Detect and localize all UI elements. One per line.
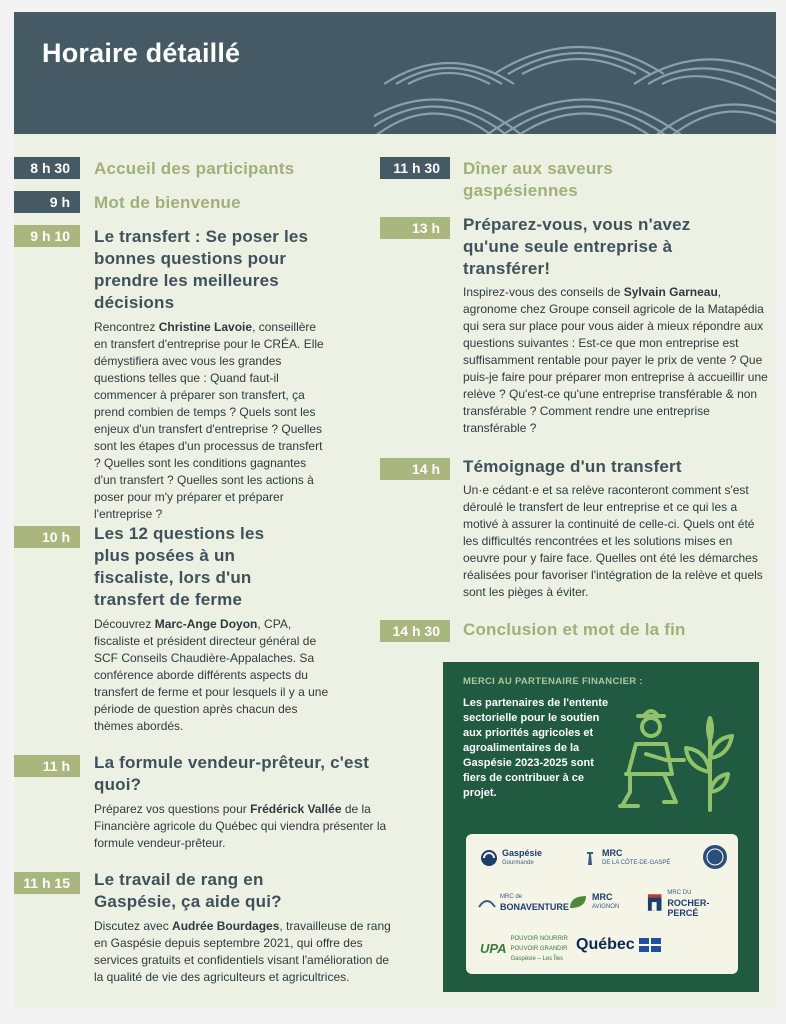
session-title-vendeur-preteur: La formule vendeur-prêteur, c'est quoi? [94, 753, 370, 794]
time-tag-1000: 10 h [14, 526, 80, 548]
time-tag-1130: 11 h 30 [380, 157, 450, 179]
speaker-name: Sylvain Garneau [623, 285, 718, 299]
logo-round-seal [702, 844, 728, 870]
bridge-icon [478, 895, 496, 909]
round-seal-icon [702, 844, 728, 870]
time-tag-0900: 9 h [14, 191, 80, 213]
logo-upa: UPA POUVOIR NOURRIR POUVOIR GRANDIR Gaspésie – Les Îles [480, 936, 568, 962]
time-tag-1430: 14 h 30 [380, 620, 450, 642]
partner-box [443, 662, 759, 992]
time-tag-0830: 8 h 30 [14, 157, 80, 179]
wave-arcs-decoration [374, 12, 776, 134]
session-title-conclusion: Conclusion et mot de la fin [463, 620, 686, 639]
page-title: Horaire détaillé [42, 38, 241, 68]
logo-quebec: Québec [576, 936, 661, 954]
time-tag-1100: 11 h [14, 755, 80, 777]
time-tag-1115: 11 h 15 [14, 872, 80, 894]
session-title-travail-de-rang: Le travail de rang en Gaspésie, ça aide qui? [94, 870, 282, 911]
session-title-temoignage: Témoignage d'un transfert [463, 457, 682, 476]
session-title-bienvenue: Mot de bienvenue [94, 193, 241, 212]
session-title-accueil: Accueil des participants [94, 159, 295, 178]
speaker-name: Audrée Bourdages [172, 919, 280, 933]
session-title-fiscaliste: Les 12 questions les plus posées à un fiscaliste, lors d'un transfert de ferme [94, 524, 265, 609]
leaf-icon [568, 894, 588, 910]
logo-mrc-cote-de-gaspe: MRC DE LA CÔTE-DE-GASPÉ [582, 848, 670, 868]
lighthouse-icon [582, 850, 598, 866]
session-desc-preparez-vous: Inspirez-vous des conseils de Sylvain Garneau, agronome chez Groupe conseil agricole de la Matapédia qui sera sur place pour vous aider à mieux répondre aux questions suivantes : Est-ce que mon entreprise est suffisamment rentable pour payer le prix de vente ? Que puis-je faire pour préparer mon entreprise à accueillir une relève ? Qu'est-ce qu'une entreprise transférable & non transférable ? Comment rendre une entreprise transférable ? [463, 285, 768, 435]
fleur-de-lys-flag-icon [639, 938, 661, 952]
partner-text: Les partenaires de l'entente sectorielle pour le soutien aux priorités agricoles et agroalimentaires de la Gaspésie 2023-2025 sont fiers de contribuer à ce projet. [463, 697, 609, 799]
speaker-name: Christine Lavoie [158, 320, 253, 334]
time-tag-1300: 13 h [380, 217, 450, 239]
session-title-diner: Dîner aux saveurs gaspésiennes [463, 159, 613, 200]
gaspesie-swirl-icon [480, 849, 498, 867]
time-tag-1400: 14 h [380, 458, 450, 480]
partner-logos-panel [466, 834, 738, 974]
session-desc-transfert: Rencontrez Christine Lavoie, conseillère en transfert d'entreprise pour le CRÉA. Elle démystifiera avec vous les grandes questions telles que : Quand faut-il commencer à préparer son transfert, ça prend combien de temps ? Quels sont les enjeux d'un transfert d'entreprise ? Quelles sont les étapes d'un processus de transfert ? Quelles sont les conditions gagnantes d'un transfert ? Quelles sont les actions à poser pour m'y préparer et préparer l'entreprise ? [94, 320, 324, 521]
speaker-name: Frédérick Vallée [250, 802, 342, 816]
logo-mrc-avignon: MRC AVIGNON [568, 892, 619, 912]
speaker-name: Marc-Ange Doyon [154, 617, 258, 631]
session-desc-travail-de-rang: Discutez avec Audrée Bourdages, travailleuse de rang en Gaspésie depuis septembre 2021, qui offre des services gratuits et confidentiels visant l'amélioration de la qualité de vie des agriculteurs et agricultrices. [94, 919, 391, 984]
session-title-preparez-vous: Préparez-vous, vous n'avez qu'une seule entreprise à transférer! [463, 215, 691, 278]
page [14, 12, 776, 1008]
session-desc-fiscaliste: Découvrez Marc-Ange Doyon, CPA, fiscaliste et président directeur général de SCF Conseils Chaudière-Appalaches. Sa conférence aborde différents aspects du transfert de ferme et pour lesquels il y a une période de question après chacun des thèmes abordés. [94, 617, 329, 733]
rock-icon [646, 893, 663, 913]
partner-heading: MERCI AU PARTENAIRE FINANCIER : [463, 676, 643, 687]
logo-gaspesie-gourmande: Gaspésie Gourmande [480, 848, 542, 868]
logo-mrc-rocher-perce: MRC DU ROCHER-PERCÉ [646, 888, 738, 918]
farmer-plant-icon [608, 702, 748, 822]
logo-mrc-bonaventure: MRC de BONAVENTURE [478, 892, 569, 912]
header-banner [14, 12, 776, 134]
session-desc-temoignage: Un·e cédant·e et sa relève raconteront comment s'est déroulé le transfert de leur entreprise et ce qui les a motivé à assurer la continuité de celle-ci. Quels ont été les difficultés rencontrées et les solutions mises en oeuvre pour y faire face. Quelles ont été les démarches réalisées pour favoriser l'intégration de la relève et quels sont les pièges à éviter. [463, 483, 763, 599]
session-desc-vendeur-preteur: Préparez vos questions pour Frédérick Vallée de la Financière agricole du Québec qui viendra présenter la formule vendeur-prêteur. [94, 802, 387, 850]
session-title-transfert: Le transfert : Se poser les bonnes questions pour prendre les meilleures décisions [94, 227, 309, 312]
time-tag-0910: 9 h 10 [14, 225, 80, 247]
